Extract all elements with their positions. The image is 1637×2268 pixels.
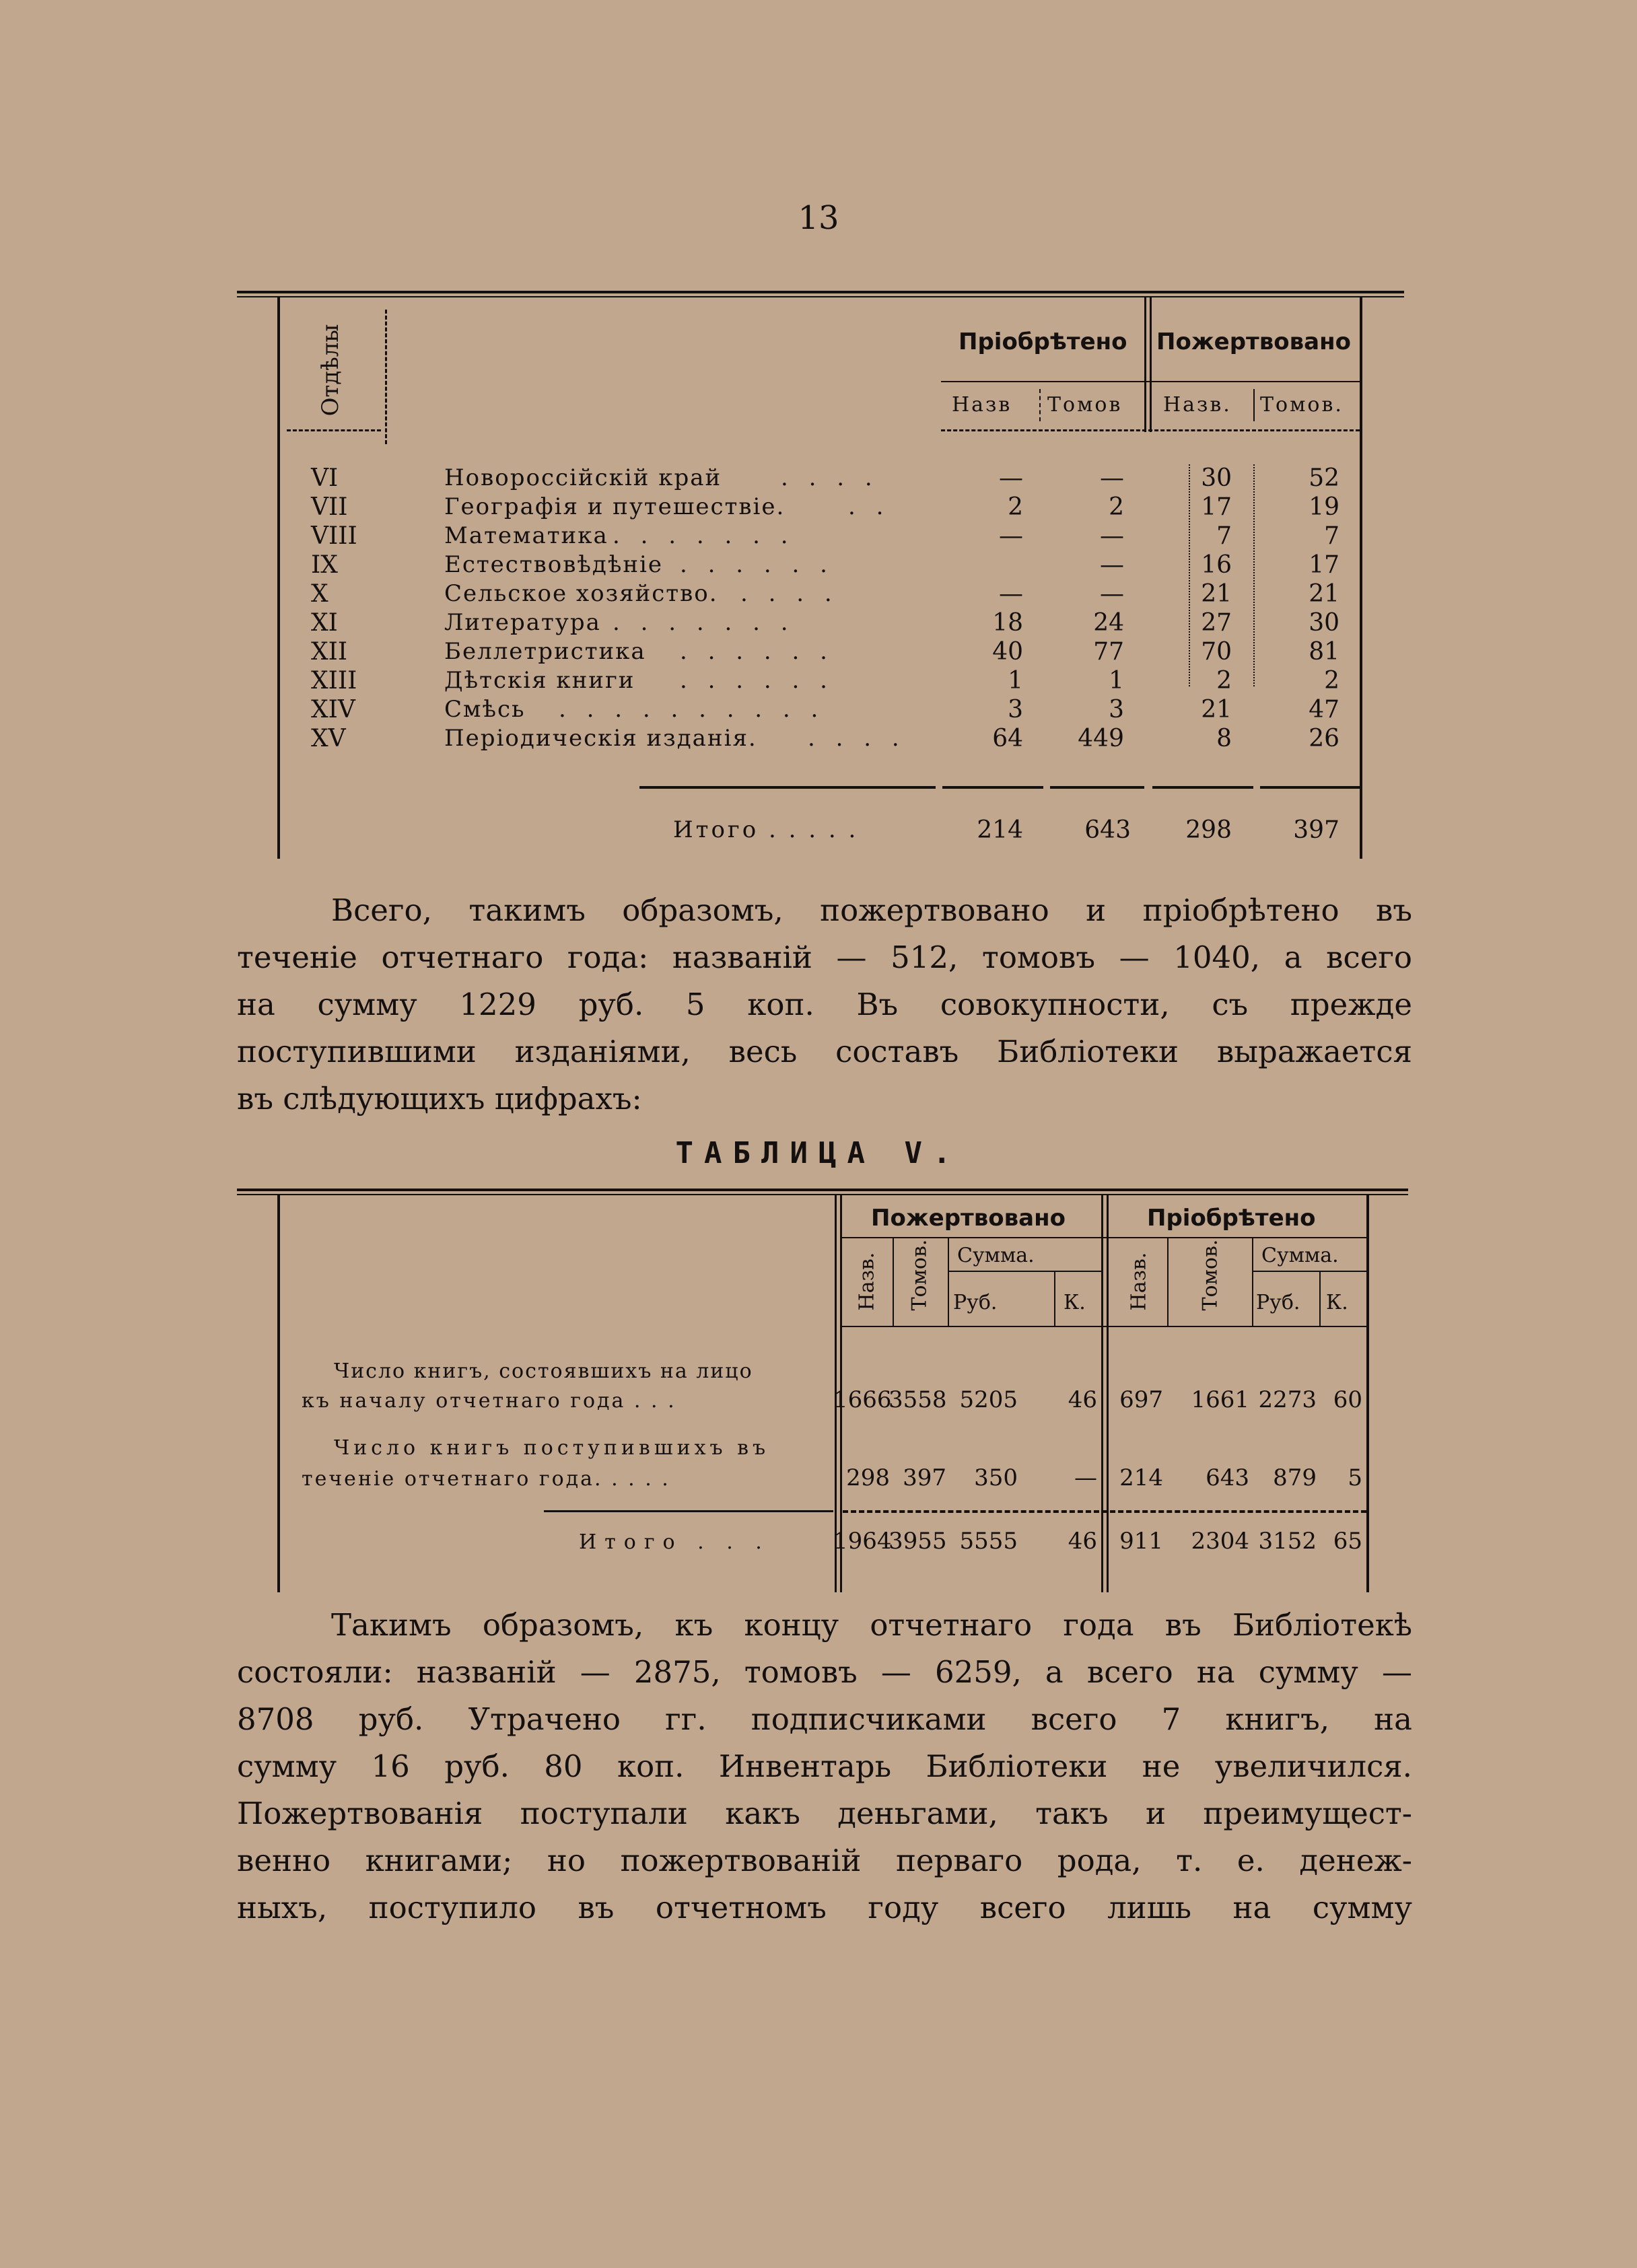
table-row-roman: VI (311, 464, 339, 492)
t5-total-rule-right (843, 1510, 1366, 1513)
t5-row-d-rub: 350 (974, 1464, 1018, 1491)
t5-sub-tom-don: Томов. (907, 1239, 932, 1311)
table-row-name: Литература (444, 609, 601, 636)
paragraph-line: венно книгами; но пожертвованій перваго рода, т. е. денеж- (237, 1843, 1412, 1878)
t5-col-divider (1319, 1272, 1321, 1327)
table-row-don-naz: 21 (1201, 580, 1232, 608)
table-row-acq-tom: 1 (1109, 667, 1124, 695)
table-row-don-tom: 26 (1309, 725, 1339, 752)
total-acq-naz: 214 (977, 816, 1023, 844)
table-row-dots: . . . . . . (680, 551, 834, 578)
t5-total-d-naz: 1964 (833, 1528, 892, 1555)
table-row-don-tom: 17 (1309, 551, 1339, 579)
header-donated: Пожертвовано (1156, 328, 1351, 355)
t5-row-a-naz: 697 (1119, 1386, 1163, 1413)
table-row-don-naz: 30 (1201, 464, 1232, 492)
table-row-don-tom: 2 (1324, 667, 1339, 695)
table-row-dots: . . (848, 493, 891, 520)
sub-tom-donated: Томов. (1260, 393, 1344, 417)
table-row-acq-tom: — (1100, 580, 1124, 608)
table-row-dots: . . . . . . . (613, 522, 795, 549)
table-row-roman: VIII (311, 522, 357, 550)
table-row-dots: . . . . . . . (613, 609, 795, 636)
t5-row-label: къ началу отчетнаго года . . . (302, 1389, 676, 1413)
table-row-name: Новороссійскій край (444, 464, 722, 491)
t5-total-d-rub: 5555 (959, 1528, 1018, 1555)
paragraph-line: Пожертвованія поступали какъ деньгами, такъ и преимущест- (237, 1796, 1412, 1831)
table-row-don-tom: 30 (1309, 609, 1339, 637)
t5-row-a-tom: 1661 (1191, 1386, 1249, 1413)
t5-sub-naz-don: Назв. (855, 1252, 879, 1311)
t5-subheader-underline (842, 1326, 1366, 1327)
t5-col-divider (1167, 1238, 1169, 1327)
t5-row-a-kop: 60 (1333, 1386, 1362, 1413)
table-row-acq-tom: 3 (1109, 696, 1124, 723)
t5-row-d-tom: 397 (903, 1464, 946, 1491)
table-row-acq-naz: — (999, 580, 1023, 608)
table-row-don-tom: 19 (1309, 493, 1339, 521)
table-row-acq-tom: 2 (1109, 493, 1124, 521)
table-row-don-tom: 81 (1309, 638, 1339, 666)
table-row-roman: XIV (311, 696, 355, 723)
table-row-acq-tom: — (1100, 522, 1124, 550)
table-row-acq-naz: 3 (1008, 696, 1023, 723)
table-row-roman: XII (311, 638, 348, 666)
page-number: 13 (798, 199, 839, 237)
table-row-acq-naz: 18 (992, 609, 1023, 637)
t5-row-a-tom: 643 (1206, 1464, 1249, 1491)
total-acq-tom: 643 (1084, 816, 1131, 844)
table-row-don-naz: 21 (1201, 696, 1232, 723)
t5-row-a-kop: 5 (1348, 1464, 1362, 1491)
total-don-naz: 298 (1185, 816, 1232, 844)
t5-row-a-rub: 879 (1273, 1464, 1317, 1491)
t5-total-a-tom: 2304 (1191, 1528, 1249, 1555)
t5-row-label: Число книгъ, состоявшихъ на лицо (334, 1359, 753, 1383)
sub-naz-acquired: Назв (952, 393, 1012, 417)
t5-total-rule-left (544, 1510, 833, 1512)
table-row-roman: VII (311, 493, 348, 521)
paragraph-line: на сумму 1229 руб. 5 коп. Въ совокупности, съ прежде (237, 987, 1412, 1022)
table5-group-divider-2 (1107, 1195, 1109, 1592)
table-row-acq-naz: 64 (992, 725, 1023, 752)
table-row-acq-naz: — (999, 522, 1023, 550)
paragraph-line: ныхъ, поступило въ отчетномъ году всего лишь на сумму (237, 1890, 1412, 1925)
t5-row-d-rub: 5205 (959, 1386, 1018, 1413)
sub-tom-acquired: Томов (1047, 393, 1123, 417)
table-row-dots: . . . . . . (680, 638, 834, 665)
paragraph-line: 8708 руб. Утрачено гг. подписчиками всего 7 книгъ, на (237, 1701, 1412, 1737)
t5-sub-summa-acq: Сумма. (1261, 1244, 1339, 1267)
table5-group-divider (1101, 1195, 1103, 1592)
paragraph-line: поступившими изданіями, весь составъ Библіотеки выражается (237, 1034, 1412, 1069)
table5-right-border (1366, 1195, 1369, 1592)
t5-row-label: теченіе отчетнаго года. . . . . (302, 1467, 670, 1491)
table-row-don-naz: 8 (1216, 725, 1232, 752)
t5-sub-kop-don: К. (1064, 1291, 1086, 1314)
table-row-roman: XV (311, 725, 346, 752)
otdely-header: Отдѣлы (317, 324, 344, 417)
t5-sub-tom-acq: Томов. (1198, 1239, 1222, 1311)
t5-summa-underline-don (949, 1271, 1101, 1272)
t5-row-d-naz: 298 (846, 1464, 890, 1491)
paragraph-conclusion (237, 1602, 1412, 1932)
t5-col-divider (1054, 1272, 1055, 1327)
t5-row-d-kop: 46 (1068, 1386, 1097, 1413)
table-row-don-naz: 70 (1201, 638, 1232, 666)
table-row-name: Естествовѣдѣніе (444, 551, 663, 578)
table-row-name: Періодическія изданія. (444, 725, 757, 752)
table-row-roman: XIII (311, 667, 357, 695)
table-row-acq-tom: 24 (1093, 609, 1124, 637)
t5-total-d-tom: 3955 (889, 1528, 947, 1555)
total-label: Итого . . . . . (673, 816, 859, 843)
t5-sub-rub-acq: Руб. (1256, 1291, 1300, 1314)
t5-total-d-kop: 46 (1068, 1528, 1097, 1555)
t5-row-label: Число книгъ поступившихъ въ (334, 1436, 770, 1460)
table-row-name: Смѣсь (444, 696, 526, 723)
t5-row-a-rub: 2273 (1258, 1386, 1317, 1413)
table-row-acq-tom: 77 (1093, 638, 1124, 666)
paragraph-line: состояли: названій — 2875, томовъ — 6259, а всего на сумму — (237, 1654, 1412, 1690)
t5-row-d-tom: 3558 (889, 1386, 947, 1413)
table-row-name: Географія и путешествіе. (444, 493, 786, 520)
t5-row-a-naz: 214 (1119, 1464, 1163, 1491)
table5-top-rule (237, 1189, 1408, 1191)
paragraph-line: Такимъ образомъ, къ концу отчетнаго года въ Библіотекѣ (331, 1607, 1412, 1643)
table-row-acq-tom: 449 (1078, 725, 1124, 752)
total-don-tom: 397 (1293, 816, 1339, 844)
t5-col-divider (1252, 1238, 1253, 1327)
t5-sub-summa-don: Сумма. (957, 1244, 1035, 1267)
table-row-don-tom: 47 (1309, 696, 1339, 723)
table-row-roman: X (311, 580, 328, 608)
t5-header-donated: Пожертвовано (871, 1205, 1066, 1232)
t5-col-divider (948, 1238, 949, 1327)
table-row-don-naz: 17 (1201, 493, 1232, 521)
paragraph-line: Всего, такимъ образомъ, пожертвовано и пріобрѣтено въ (331, 892, 1412, 928)
t5-sub-rub-don: Руб. (953, 1291, 998, 1314)
table5-top-rule-2 (237, 1194, 1408, 1195)
table-row-dots: . . . . . . . . . . (559, 696, 825, 723)
table-row-dots: . . . . (740, 580, 839, 607)
table-row-dots: . . . . . . (680, 667, 834, 694)
t5-sub-kop-acq: К. (1326, 1291, 1348, 1314)
table-row-acq-naz: 2 (1008, 493, 1023, 521)
table-row-dots: . . . . (808, 725, 906, 752)
table-row-acq-naz: 1 (1008, 667, 1023, 695)
t5-sub-naz-acq: Назв. (1127, 1252, 1151, 1311)
t5-header-acquired: Пріобрѣтено (1147, 1205, 1316, 1232)
table-row-don-tom: 21 (1309, 580, 1339, 608)
table-row-dots: . . . . (781, 464, 879, 491)
table-row-don-tom: 52 (1309, 464, 1339, 492)
paragraph-line: въ слѣдующихъ цифрахъ: (237, 1081, 642, 1117)
table5-left-border (277, 1195, 280, 1592)
t5-total-a-kop: 65 (1333, 1528, 1362, 1555)
sub-naz-donated: Назв. (1163, 393, 1232, 417)
table-row-don-naz: 2 (1216, 667, 1232, 695)
paragraph-line: теченіе отчетнаго года: названій — 512, томовъ — 1040, а всего (237, 940, 1412, 975)
table-row-name: Сельское хозяйство. (444, 580, 718, 607)
table-row-acq-naz: 40 (992, 638, 1023, 666)
t5-row-d-kop: — (1074, 1464, 1097, 1491)
table-row-don-naz: 16 (1201, 551, 1232, 579)
table-row-acq-tom: — (1100, 464, 1124, 492)
table-row-acq-naz: — (999, 464, 1023, 492)
t5-summa-underline-acq (1253, 1271, 1366, 1272)
table-row-don-naz: 7 (1216, 522, 1232, 550)
table-row-acq-tom: — (1100, 551, 1124, 579)
t5-total-a-naz: 911 (1119, 1528, 1163, 1555)
table-row-don-naz: 27 (1201, 609, 1232, 637)
table-row-name: Дѣтскія книги (444, 667, 635, 694)
table5-title: ТАБЛИЦА V. (675, 1136, 962, 1170)
table-row-roman: IX (311, 551, 338, 579)
t5-header-underline (842, 1237, 1366, 1238)
t5-col-divider (893, 1238, 894, 1327)
t5-total-a-rub: 3152 (1258, 1528, 1317, 1555)
t5-row-d-naz: 1666 (833, 1386, 892, 1413)
table-row-name: Математика (444, 522, 608, 549)
table-row-don-tom: 7 (1324, 522, 1339, 550)
table-row-roman: XI (311, 609, 338, 637)
t5-total-label: Итого . . . (579, 1530, 770, 1554)
header-acquired: Пріобрѣтено (959, 328, 1127, 355)
table-row-name: Беллетристика (444, 638, 646, 665)
paragraph-line: сумму 16 руб. 80 коп. Инвентарь Библіотеки не увеличился. (237, 1748, 1412, 1784)
